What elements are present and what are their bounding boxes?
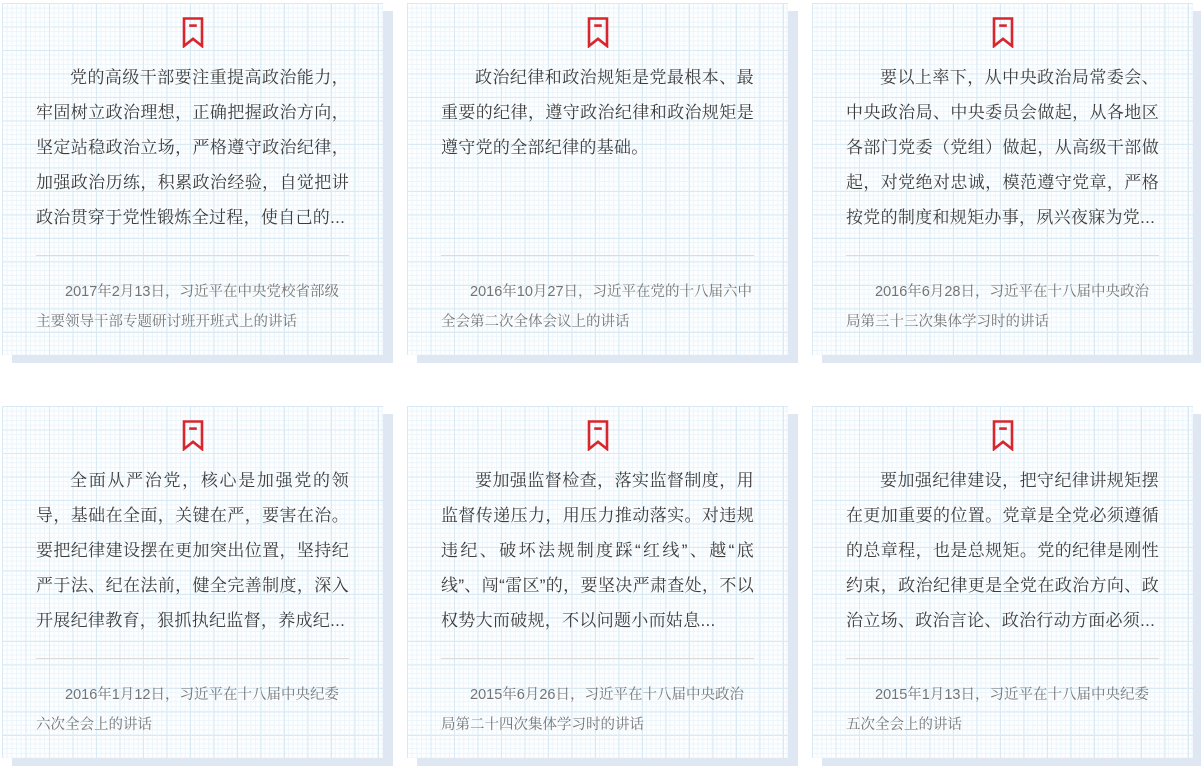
quote-source: 2015年1月13日，习近平在十八届中央纪委五次全会上的讲话 [846, 687, 1149, 733]
card-divider [846, 658, 1159, 659]
quote-text: 党的高级干部要注重提高政治能力，牢固树立政治理想，正确把握政治方向，坚定站稳政治立场，严格遵守政治纪律，加强政治历练，积累政治经验，自觉把讲政治贯穿于党性锻炼全过程，使自己的... [36, 68, 349, 227]
quote-card[interactable] [2, 3, 383, 355]
quote-text: 要加强纪律建设，把守纪律讲规矩摆在更加重要的位置。党章是全党必须遵循的总章程，也是总规矩。党的纪律是刚性约束，政治纪律更是全党在政治方向、政治立场、政治言论、政治行动方面必须... [846, 471, 1159, 630]
card-divider [441, 255, 754, 256]
quote-source: 2016年1月12日，习近平在十八届中央纪委六次全会上的讲话 [36, 687, 339, 733]
quote-card[interactable] [812, 3, 1193, 355]
bookmark-icon [846, 17, 1159, 48]
card-divider [846, 255, 1159, 256]
quote-text: 要加强监督检查，落实监督制度，用监督传递压力，用压力推动落实。对违规违纪、破坏法规制度踩“红线”、越“底线”、闯“雷区”的，要坚决严肃查处，不以权势大而破规，不以问题小而姑息... [441, 471, 754, 630]
quote-text: 全面从严治党，核心是加强党的领导，基础在全面，关键在严，要害在治。要把纪律建设摆在更加突出位置，坚持纪严于法、纪在法前，健全完善制度，深入开展纪律教育，狠抓执纪监督，养成纪... [36, 471, 349, 630]
quote-text: 要以上率下，从中央政治局常委会、中央政治局、中央委员会做起，从各地区各部门党委（党组）做起，从高级干部做起，对党绝对忠诚，模范遵守党章，严格按党的制度和规矩办事，夙兴夜寐为党... [846, 68, 1159, 227]
quote-source: 2016年10月27日，习近平在党的十八届六中全会第二次全体会议上的讲话 [441, 284, 753, 330]
bookmark-icon [846, 420, 1159, 451]
quote-card[interactable] [2, 406, 383, 758]
quote-source: 2015年6月26日，习近平在十八届中央政治局第二十四次集体学习时的讲话 [441, 687, 744, 733]
quote-source: 2017年2月13日，习近平在中央党校省部级主要领导干部专题研讨班开班式上的讲话 [36, 284, 339, 330]
quote-card-grid [2, 3, 1193, 758]
card-divider [36, 658, 349, 659]
quote-source: 2016年6月28日，习近平在十八届中央政治局第三十三次集体学习时的讲话 [846, 284, 1149, 330]
quote-text: 政治纪律和政治规矩是党最根本、最重要的纪律，遵守政治纪律和政治规矩是遵守党的全部纪律的基础。 [441, 68, 754, 157]
bookmark-icon [441, 17, 754, 48]
quote-card[interactable] [407, 406, 788, 758]
bookmark-icon [441, 420, 754, 451]
bookmark-icon [36, 17, 349, 48]
quote-card[interactable] [407, 3, 788, 355]
card-divider [36, 255, 349, 256]
card-divider [441, 658, 754, 659]
bookmark-icon [36, 420, 349, 451]
quote-card[interactable] [812, 406, 1193, 758]
